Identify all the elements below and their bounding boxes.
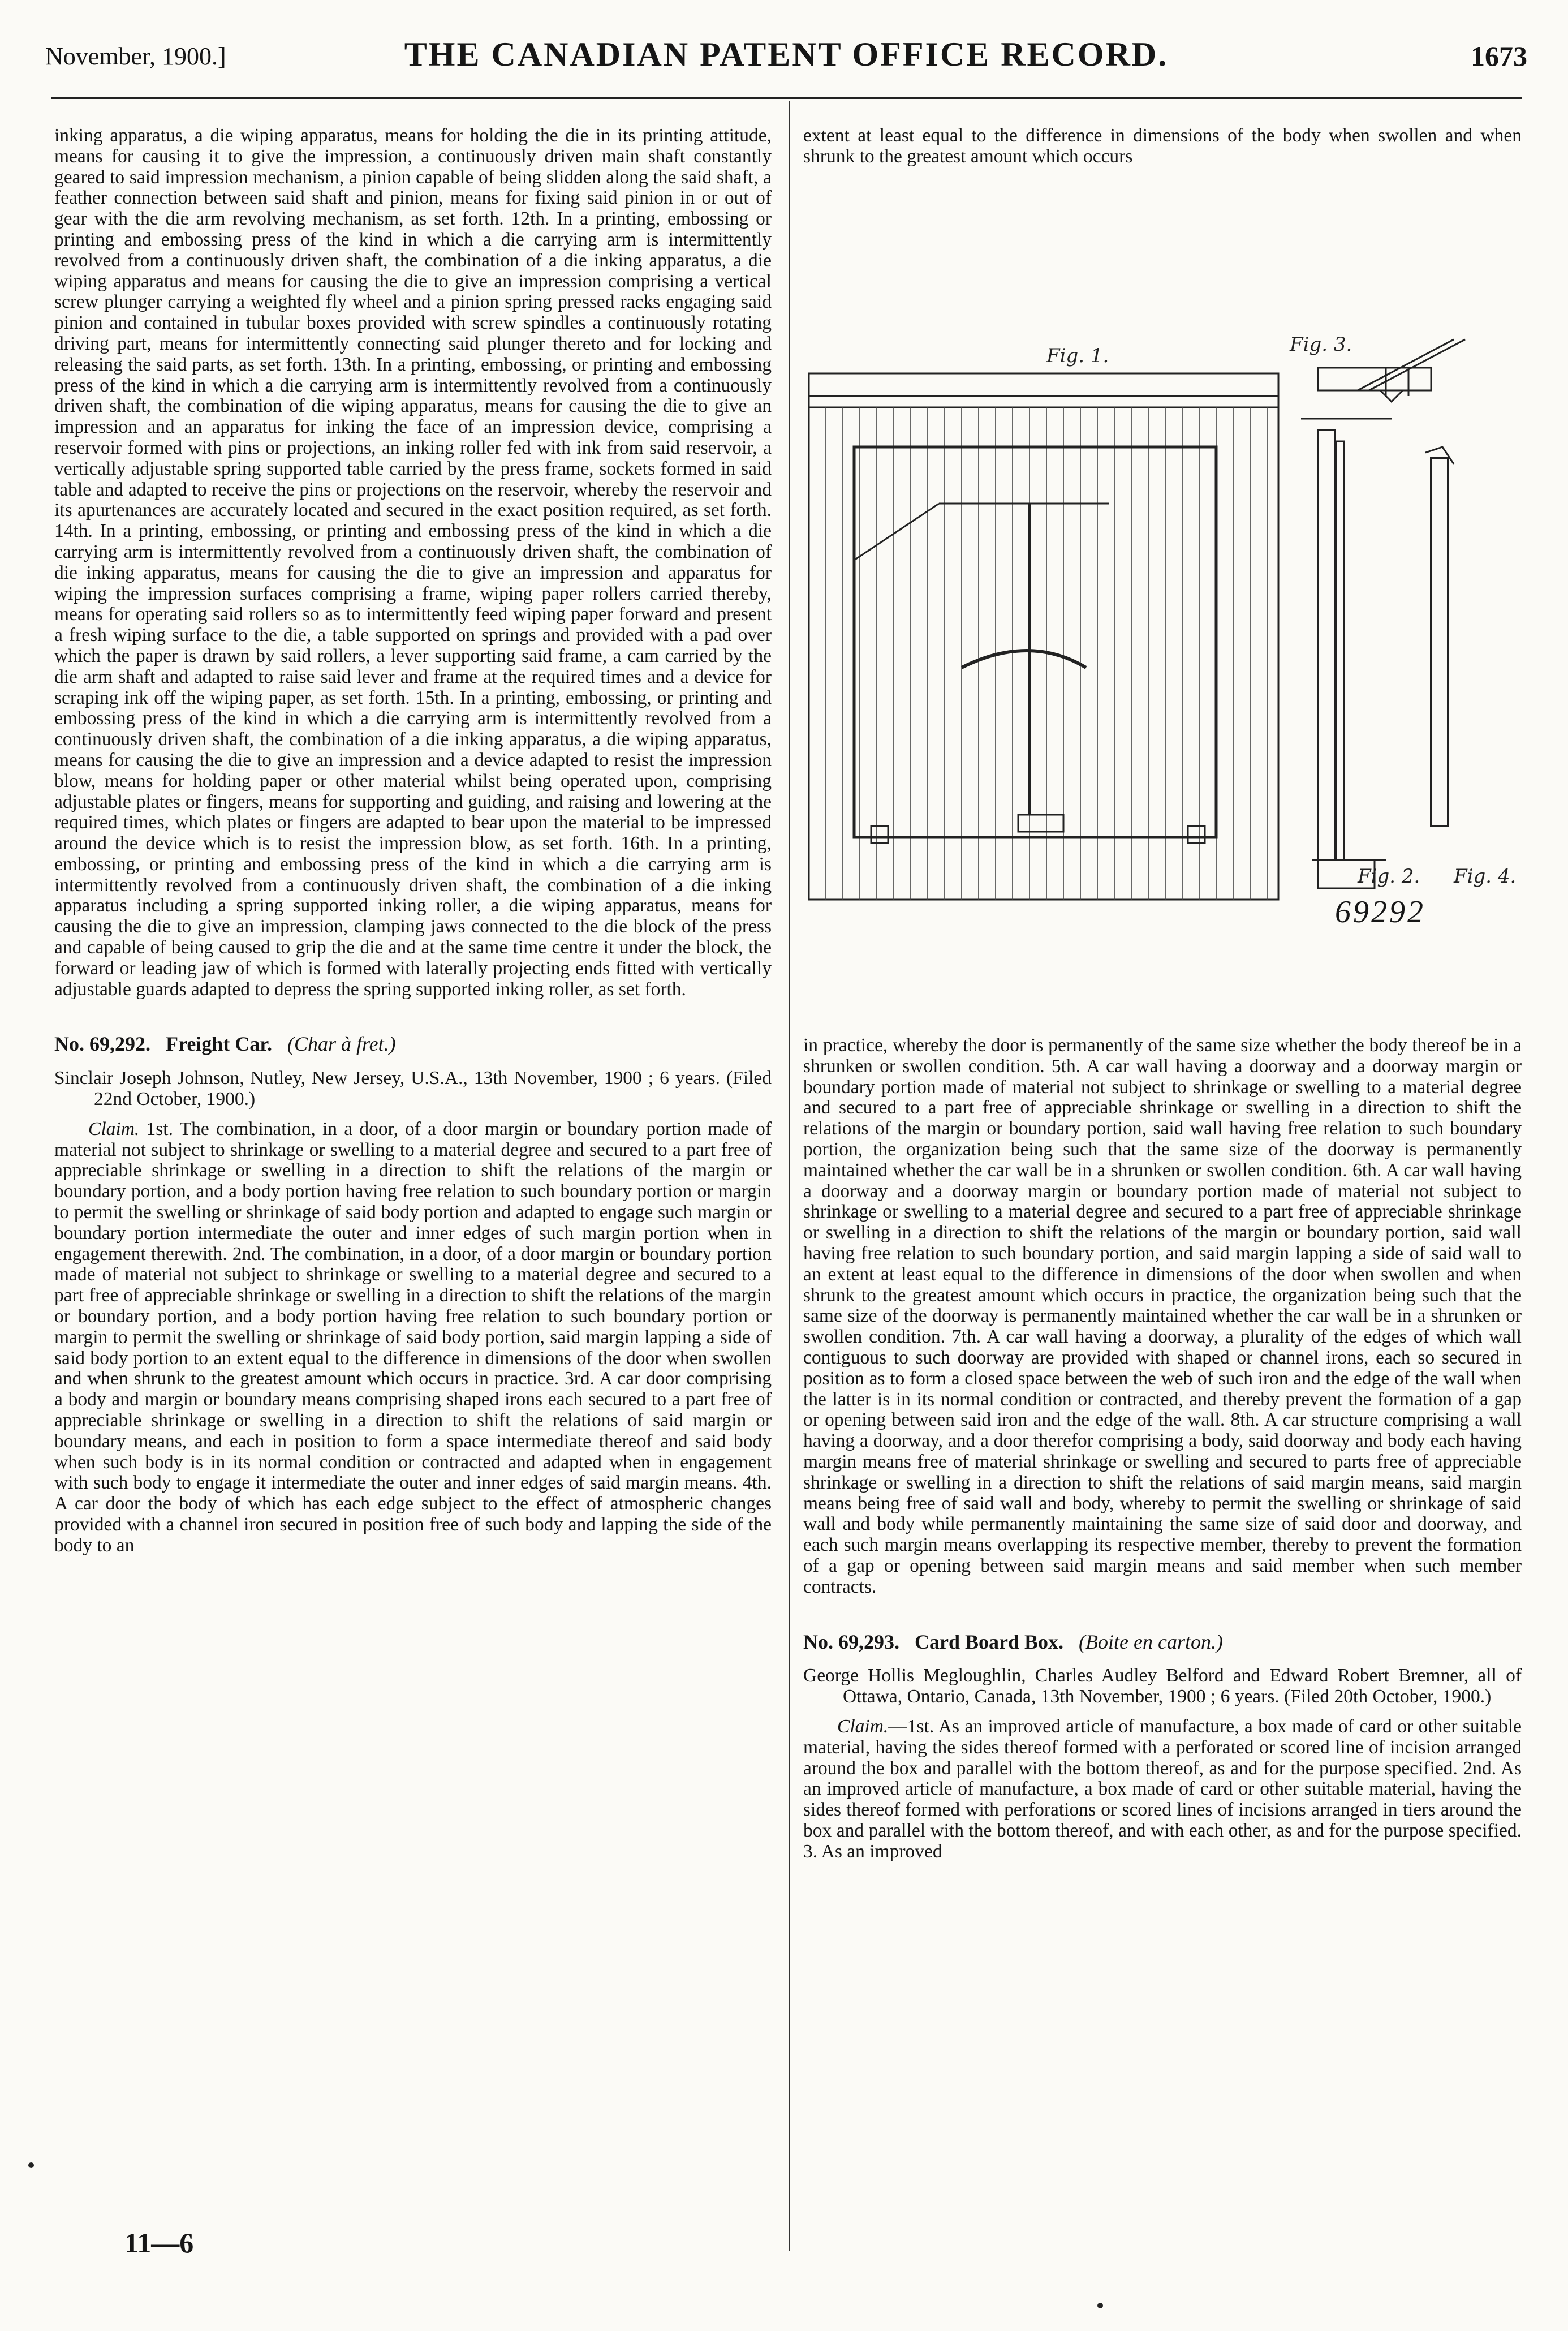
- entry-applicant: George Hollis Megloughlin, Charles Audley Belford and Edward Robert Bremner, all of Ottawa, Ontario, Canada, 13th November, 1900 ; 6 years. (Filed 20th October, 1900.): [803, 1665, 1522, 1708]
- left-column: [54, 126, 772, 1556]
- header-rule: [51, 97, 1522, 99]
- entry-number: No. 69,293.: [803, 1630, 899, 1653]
- entry-claim: [54, 1119, 772, 1556]
- header-title: THE CANADIAN PATENT OFFICE RECORD.: [404, 36, 1169, 73]
- claim-label: Claim.: [88, 1118, 140, 1139]
- patent-drawing-svg: [792, 317, 1527, 984]
- claim-label: Claim.: [837, 1715, 889, 1737]
- entry-french-name: (Char à fret.): [287, 1033, 396, 1056]
- right-top-text: extent at least equal to the difference in dimensions of the body when swollen and when shrunk to the greatest amount which occurs: [803, 125, 1522, 167]
- right-column: [803, 1035, 1522, 1862]
- fig1-door: [854, 447, 1216, 837]
- fig-label-4: Fig. 4.: [1454, 865, 1517, 888]
- fig1-frame: [809, 373, 1278, 900]
- right-continued-text: in practice, whereby the door is permanently of the same size whether the body thereof be in a shrunken or swollen condition. 5th. A car wall having a doorway and a doorway margin or boundary portion made of material not subject to shrinkage or swelling to a material degree and secured to a part free of appreciable shrinkage or swelling in a direction to shift the relations of the margin or boundary portion, said wall having free relation to such boundary portion, the organization being such that the same size of the doorway is permanently maintained whether the car wall be in a shrunken or swollen condition. 6th. A car wall having a doorway and a doorway margin or boundary portion made of material not subject to shrinkage or swelling to a material degree and secured to a part free of appreciable shrinkage or swelling in a direction to shift the relations of the margin or boundary portion, said wall having free relation to such boundary portion, and said margin lapping a side of said wall to an extent at least equal to the difference in dimensions of the door when swollen and when shrunk to the greatest amount which occurs in practice, the organization being such that the same size of the doorway is permanently maintained whether the car wall be in a shrunken or swollen condition. 7th. A car wall having a doorway, a plurality of the edges of which wall contiguous to such doorway are provided with shaped or channel irons, each so secured in position as to form a closed space between the web of such iron and the edge of the wall when the latter is in its normal condition or contracted, and thereby prevent the formation of a gap or opening between said iron and the edge of the wall. 8th. A car structure comprising a wall having a doorway, and a door therefor comprising a body, said doorway and body each having margin means free of material shrinkage or swelling and secured to parts free of appreciable shrinkage or swelling in a direction to shift the relations of said margin means, said margin means being free of said wall and body, whereby to permit the swelling or shrinkage of said wall and body while permanently maintaining the same size of said door and doorway, and each such margin means overlapping its respective member, thereby to prevent the formation of a gap or opening between said margin means and said member when such member contracts.: [803, 1035, 1522, 1597]
- page-header: [45, 35, 1527, 80]
- patent-drawing: [792, 317, 1527, 984]
- claim-text: 1st. The combination, in a door, of a door margin or boundary portion made of material not subject to shrinkage or swelling to a material degree and secured to a part free of appreciable shrinkage or swelling in a direction to shift the relations of the margin or boundary portion, and a body portion having free relation to such boundary portion or margin to permit the swelling or shrinkage of said body portion and adapted to engage such margin or boundary portion intermediate the outer and inner edges of such margin portion when in engagement therewith. 2nd. The combination, in a door, of a door margin or boundary portion made of material not subject to shrinkage or swelling to a material degree and secured to a part free of appreciable shrinkage or swelling in a direction to shift the relations of the margin or boundary portion, and a body portion having free relation to such boundary portion or margin to permit the swelling or shrinkage of said body portion, said margin lapping a side of said body portion to an extent equal to the difference in dimensions of the door when swollen and when shrunk to the greatest amount which occurs in practice. 3rd. A car door comprising a body and margin or boundary means comprising shaped irons each secured to a part free of appreciable shrinkage or swelling in a direction to shift the relations of said margin or boundary means, and each in position to form a space intermediate thereof and said body when such body is in its normal condition or contracted and adapted when in engagement with such body to engage it intermediate the outer and inner edges of said margin means. 4th. A car door the body of which has each edge subject to the effect of atmospheric changes provided with a channel iron secured in position free of such body and lapping the side of the body to an: [54, 1118, 772, 1556]
- entry-title-69293: [803, 1632, 1522, 1653]
- margin-dot: [1097, 2303, 1103, 2308]
- header-page-number: 1673: [1471, 40, 1527, 72]
- fig-label-3: Fig. 3.: [1290, 333, 1352, 356]
- entry-applicant: Sinclair Joseph Johnson, Nutley, New Jersey, U.S.A., 13th November, 1900 ; 6 years. (Filed 22nd October, 1900.): [54, 1068, 772, 1110]
- entry-name: Card Board Box.: [915, 1630, 1064, 1653]
- header-date: November, 1900.]: [45, 42, 226, 70]
- right-column-top: [803, 126, 1522, 167]
- footer-signature: 11—6: [124, 2227, 194, 2259]
- entry-number: No. 69,292.: [54, 1033, 150, 1056]
- fig-label-2: Fig. 2.: [1358, 865, 1420, 888]
- left-continued-text: inking apparatus, a die wiping apparatus, means for holding the die in its printing attitude, means for causing it to give the impression, a continuously driven main shaft constantly geared to said impression mechanism, a pinion capable of being slidden along the said shaft, a feather connection between said shaft and pinion, means for fixing said pinion in or out of gear with the die arm revolving mechanism, as set forth. 12th. In a printing, embossing or printing and embossing press of the kind in which a die carrying arm is intermittently revolved from a continuously driven shaft, the combination of a die inking apparatus, a die wiping apparatus and means for causing the die to give an impression comprising a vertical screw plunger carrying a weighted fly wheel and a pinion spring pressed racks engaging said pinion and contained in tubular boxes provided with screw spindles a continuously rotating driving part, means for intermittently connecting said plunger thereto and for locking and releasing the said parts, as set forth. 13th. In a printing, embossing, or printing and embossing press of the kind in which a die carrying arm is intermittently revolved from a continuously driven shaft, the combination of die wiping apparatus, means for causing the die to give an impression and an apparatus for inking the face of an impression device, comprising a reservoir formed with pins or projections, an inking roller fed with ink from said reservoir, a vertically adjustable spring supported table carried by the press frame, sockets formed in said table and adapted to receive the pins or projections on the reservoir, whereby the reservoir and its apurtenances are accurately located and secured in the exact position required, as set forth. 14th. In a printing, embossing, or printing and embossing press of the kind in which a die carrying arm is intermittently revolved from a continuously driven shaft, the combination of die inking apparatus, means for causing the die to give an impression and apparatus for wiping the impression surfaces comprising a frame, wiping paper rollers carried thereby, means for operating said rollers so as to intermittently feed wiping paper forward and present a fresh wiping surface to the die, a table supported on springs and provided with a pad over which the paper is drawn by said rollers, a lever supporting said frame, a cam carried by the die arm shaft and adapted to raise said lever and frame at the required times and a device for scraping ink off the wiping paper, as set forth. 15th. In a printing, embossing, or printing and embossing press of the kind in which a die carrying arm is intermittently revolved from a continuously driven shaft, the combination of a die inking apparatus, a die wiping apparatus, means for causing the die to give an impression and a device adapted to resist the impression blow, means for holding paper or other material whilst being operated upon, comprising adjustable plates or fingers, means for supporting and guiding, and raising and lowering at the required times, which plates or fingers are adapted to bear upon the material to be impressed around the device which is to resist the impression blow, as set forth. 16th. In a printing, embossing, or printing and embossing press of the kind in which a die carrying arm is intermittently revolved from a continuously driven shaft, the combination of a die inking apparatus including a spring supported inking roller, a die wiping apparatus, means for causing the die to give an impression, clamping jaws connected to the die block of the press and capable of being caused to grip the die and at the same time centre it under the block, the forward or leading jaw of which is formed with laterally projecting ends fitted with vertically adjustable guards adapted to depress the spring supported inking roller, as set forth.: [54, 125, 772, 1000]
- margin-dot: [28, 2162, 34, 2168]
- entry-name: Freight Car.: [166, 1033, 272, 1056]
- claim-text: —1st. As an improved article of manufacture, a box made of card or other suitable material, having the sides thereof formed with a perforated or scored line of incision arranged around the box and parallel with the bottom thereof, as and for the purpose specified. 2nd. As an improved article of manufacture, a box made of card or other suitable material, having the sides thereof formed with perforations or scored lines of incisions arranged in tiers around the box and parallel with the bottom thereof, and with each other, as and for the purpose specified. 3. As an improved: [803, 1715, 1522, 1862]
- patent-number-label: 69292: [1335, 894, 1425, 930]
- fig-label-1: Fig. 1.: [1046, 345, 1109, 367]
- entry-french-name: (Boite en carton.): [1079, 1630, 1223, 1653]
- column-divider: [789, 101, 790, 2251]
- entry-claim: [803, 1717, 1522, 1863]
- entry-title-69292: [54, 1034, 772, 1055]
